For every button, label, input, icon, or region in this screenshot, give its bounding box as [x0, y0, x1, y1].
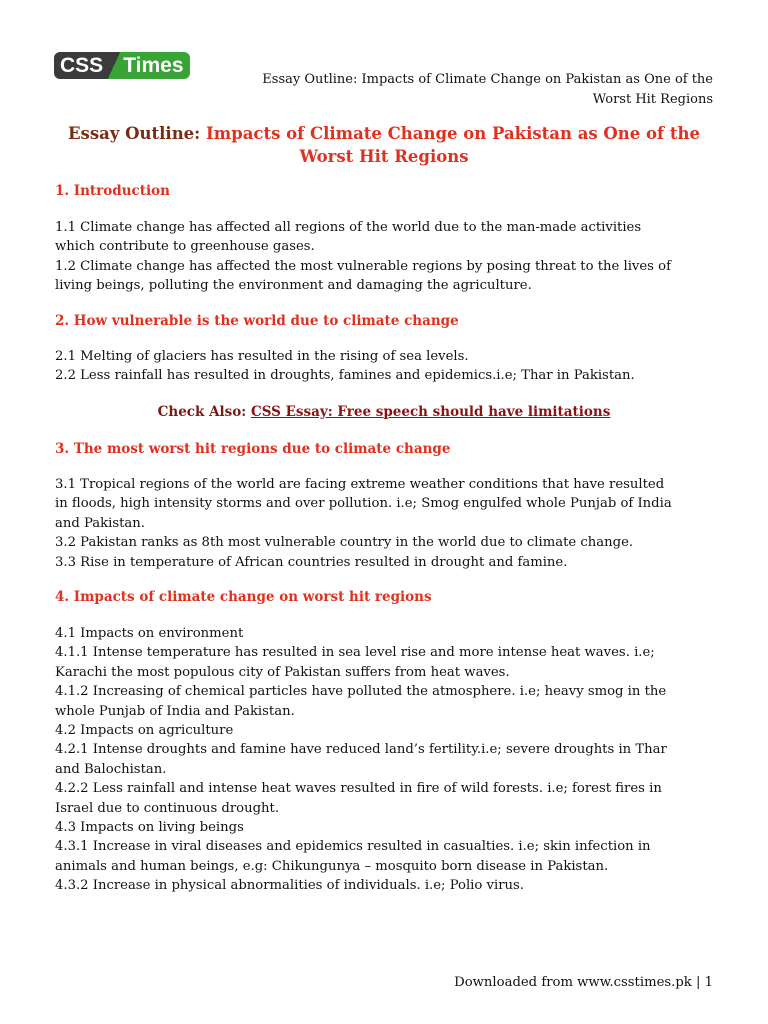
- title-main-line-1: Impacts of Climate Change on Pakistan as One of the: [206, 124, 701, 143]
- title-prefix: Essay Outline:: [67, 124, 201, 143]
- title-main-line-2: Worst Hit Regions: [299, 147, 469, 166]
- text-line: 1.1 Climate change has affected all regions of the world due to the man-made activities: [55, 220, 642, 235]
- page-title: [54, 122, 714, 168]
- text-line: Karachi the most populous city of Pakistan suffers from heat waves.: [55, 664, 510, 680]
- text-line: 4.3.2 Increase in physical abnormalities of individuals. i.e; Polio virus.: [55, 878, 524, 894]
- running-header-line-1: Essay Outline: Impacts of Climate Change on Pakistan as One of the: [262, 72, 713, 87]
- text-line: Israel due to continuous drought.: [55, 800, 280, 816]
- text-line: 4.2.1 Intense droughts and famine have reduced land’s fertility.i.e; severe droughts in Thar: [55, 742, 667, 758]
- text-line: 4.1.1 Intense temperature has resulted in sea level rise and more intense heat waves. i.e;: [55, 645, 655, 661]
- section-heading-worst-hit-regions: 3. The most worst hit regions due to climate change: [55, 441, 451, 457]
- check-also-label: Check Also:: [157, 404, 247, 420]
- text-line: which contribute to greenhouse gases.: [55, 239, 315, 255]
- text-line: whole Punjab of India and Pakistan.: [55, 703, 295, 719]
- section-impacts-body: [55, 624, 713, 896]
- text-line: and Pakistan.: [55, 515, 145, 531]
- check-also-link[interactable]: CSS Essay: Free speech should have limitations: [250, 404, 611, 420]
- text-line: and Balochistan.: [55, 761, 167, 777]
- text-line: 3.1 Tropical regions of the world are facing extreme weather conditions that have resulted: [55, 477, 665, 492]
- section-worst-hit-regions-body: [55, 475, 713, 572]
- section-heading-impacts: 4. Impacts of climate change on worst hit regions: [55, 589, 432, 605]
- css-times-logo: [54, 52, 190, 79]
- page-footer: Downloaded from www.csstimes.pk | 1: [454, 975, 713, 990]
- check-also-block: [55, 403, 713, 422]
- logo-css-text: CSS: [54, 52, 107, 79]
- text-line: 4.1 Impacts on environment: [55, 626, 244, 641]
- logo-slash: [107, 52, 121, 79]
- text-line: 4.3.1 Increase in viral diseases and epidemics resulted in casualties. i.e; skin infection in: [55, 839, 651, 855]
- text-line: 3.2 Pakistan ranks as 8th most vulnerable country in the world due to climate change.: [55, 535, 634, 551]
- text-line: 4.2.2 Less rainfall and intense heat waves resulted in fire of wild forests. i.e; forest fires in: [55, 781, 662, 797]
- text-line: 1.2 Climate change has affected the most vulnerable regions by posing threat to the lives of: [55, 258, 671, 274]
- text-line: 4.1.2 Increasing of chemical particles have polluted the atmosphere. i.e; heavy smog in the: [55, 684, 667, 700]
- text-line: in floods, high intensity storms and over pollution. i.e; Smog engulfed whole Punjab of India: [55, 496, 672, 512]
- section-vulnerability-body: [55, 347, 713, 386]
- running-header: [213, 70, 713, 110]
- text-line: 3.3 Rise in temperature of African countries resulted in drought and famine.: [55, 554, 568, 570]
- text-line: 2.2 Less rainfall has resulted in droughts, famines and epidemics.i.e; Thar in Pakistan.: [55, 368, 635, 384]
- logo-times-text: Times: [121, 52, 189, 79]
- text-line: 2.1 Melting of glaciers has resulted in the rising of sea levels.: [55, 349, 469, 364]
- section-introduction-body: [55, 218, 713, 296]
- text-line: 4.2 Impacts on agriculture: [55, 723, 234, 739]
- text-line: 4.3 Impacts on living beings: [55, 820, 244, 836]
- running-header-line-2: Worst Hit Regions: [592, 92, 713, 107]
- section-heading-introduction: 1. Introduction: [55, 183, 170, 199]
- text-line: living beings, polluting the environment and damaging the agriculture.: [55, 278, 532, 294]
- text-line: animals and human beings, e.g: Chikungunya – mosquito born disease in Pakistan.: [55, 858, 609, 874]
- section-heading-vulnerability: 2. How vulnerable is the world due to climate change: [55, 313, 459, 329]
